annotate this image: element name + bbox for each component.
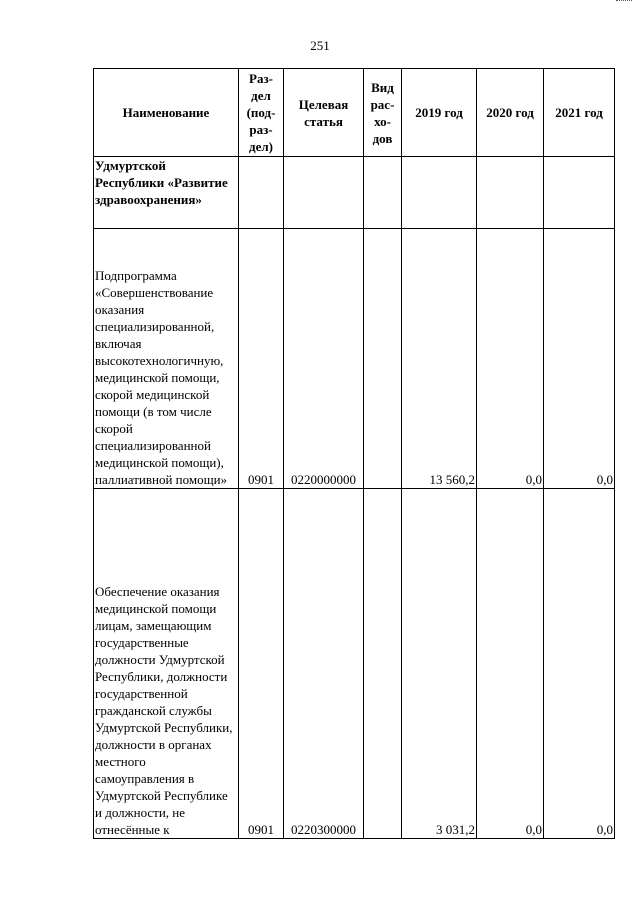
row-2021: 0,0 [544, 229, 615, 489]
row-2020: 0,0 [477, 489, 544, 839]
header-name: Наименование [94, 69, 239, 157]
corner-scan-mark [616, 0, 632, 4]
budget-table [93, 68, 615, 839]
row-name: Удмуртской Республики «Развитие здравоохранения» [94, 157, 239, 229]
row-section: 0901 [239, 489, 284, 839]
row-section: 0901 [239, 229, 284, 489]
row-target: 0220000000 [284, 229, 364, 489]
table-row [94, 157, 615, 229]
page-number: 251 [310, 38, 330, 53]
row-name: Обеспечение оказания медицинской помощи лицам, замещающим государственные должности Удмуртской Республики, должности государственной гражданской службы Удмуртской Республики, должности в органах местного самоуправления в Удмуртской Республике и должности, не отнесённые к [94, 489, 239, 839]
header-expense: Вид рас- хо- дов [364, 69, 402, 157]
header-2021: 2021 год [544, 69, 615, 157]
row-name: Подпрограмма «Совершенствование оказания специализированной, включая высокотехнологичную, медицинской помощи, скорой медицинской помощи (в том числе скорой специализированной медицинской помощи), паллиативной помощи» [94, 229, 239, 489]
row-2021: 0,0 [544, 489, 615, 839]
row-2020: 0,0 [477, 229, 544, 489]
row-expense [364, 229, 402, 489]
row-expense [364, 489, 402, 839]
table-row [94, 489, 615, 839]
row-2020 [477, 157, 544, 229]
table-header-row [94, 69, 615, 157]
row-2021 [544, 157, 615, 229]
row-2019: 13 560,2 [402, 229, 477, 489]
row-expense [364, 157, 402, 229]
row-target [284, 157, 364, 229]
header-target: Целевая статья [284, 69, 364, 157]
header-section: Раз- дел (под- раз- дел) [239, 69, 284, 157]
row-target: 0220300000 [284, 489, 364, 839]
header-2020: 2020 год [477, 69, 544, 157]
table-row [94, 229, 615, 489]
row-section [239, 157, 284, 229]
header-2019: 2019 год [402, 69, 477, 157]
row-2019: 3 031,2 [402, 489, 477, 839]
row-2019 [402, 157, 477, 229]
